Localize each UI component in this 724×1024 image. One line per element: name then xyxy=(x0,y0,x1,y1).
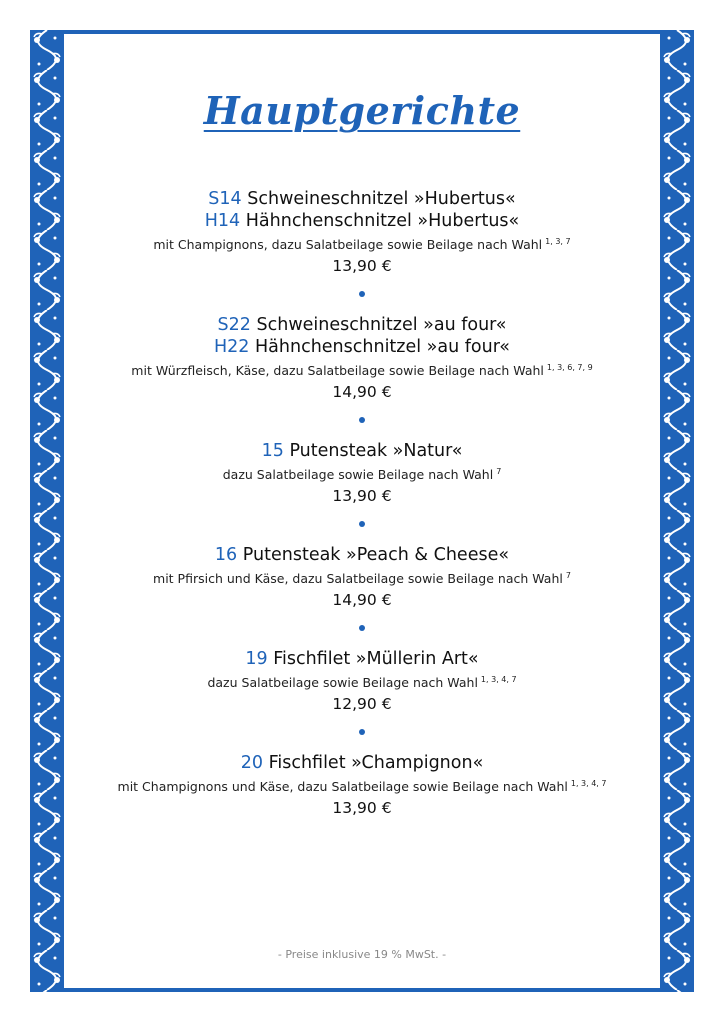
dish-item xyxy=(64,544,660,611)
dish-description xyxy=(64,671,660,692)
separator-dot-icon xyxy=(359,729,365,735)
dish-name: Fischfilet »Müllerin Art« xyxy=(273,649,479,669)
dish-number: H14 xyxy=(204,211,241,231)
dish-description xyxy=(64,359,660,380)
dish-price: 12,90 € xyxy=(332,695,392,713)
dish-item xyxy=(64,752,660,819)
dish-description xyxy=(64,567,660,588)
dish-name: Putensteak »Peach & Cheese« xyxy=(242,545,510,565)
dish-number: S14 xyxy=(208,189,242,209)
dish-item xyxy=(64,440,660,507)
footer-note: - Preise inklusive 19 % MwSt. - xyxy=(277,948,447,961)
page-title xyxy=(64,88,660,133)
dish-number: H22 xyxy=(214,337,250,357)
allergen-codes: 1, 3, 6, 7, 9 xyxy=(546,363,593,372)
dish-number: S22 xyxy=(217,315,251,335)
dish-title xyxy=(64,440,660,462)
dish-item xyxy=(64,314,660,403)
dish-title xyxy=(64,648,660,670)
dish-title xyxy=(64,336,660,358)
dish-price: 13,90 € xyxy=(332,487,392,505)
dish-description-text: mit Würzfleisch, Käse, dazu Salatbeilage sowie Beilage nach Wahl xyxy=(131,363,544,378)
dish-name: Schweineschnitzel »au four« xyxy=(256,315,507,335)
dish-price: 13,90 € xyxy=(332,257,392,275)
frame-left-ornament xyxy=(30,30,64,992)
dish-name: Fischfilet »Champignon« xyxy=(268,753,484,773)
dish-list xyxy=(64,188,660,819)
dish-description xyxy=(64,775,660,796)
dish-item xyxy=(64,648,660,715)
dish-price: 13,90 € xyxy=(332,799,392,817)
separator-dot-icon xyxy=(359,625,365,631)
dish-name: Hähnchenschnitzel »au four« xyxy=(255,337,510,357)
dish-number: 19 xyxy=(245,649,268,669)
dish-description xyxy=(64,233,660,254)
dish-title xyxy=(64,188,660,210)
dish-number: 16 xyxy=(214,545,238,565)
dish-title xyxy=(64,544,660,566)
frame-right-ornament xyxy=(660,30,694,992)
dish-description-text: mit Champignons und Käse, dazu Salatbeilage sowie Beilage nach Wahl xyxy=(117,779,568,794)
allergen-codes: 7 xyxy=(496,467,502,476)
allergen-codes: 1, 3, 4, 7 xyxy=(480,675,517,684)
dish-title xyxy=(64,314,660,336)
dish-description xyxy=(64,463,660,484)
allergen-codes: 7 xyxy=(565,571,571,580)
dish-title xyxy=(64,210,660,232)
separator-dot-icon xyxy=(359,521,365,527)
dish-description-text: dazu Salatbeilage sowie Beilage nach Wahl xyxy=(207,675,478,690)
frame-bottom xyxy=(30,988,694,992)
dish-name: Putensteak »Natur« xyxy=(289,441,463,461)
dish-number: 20 xyxy=(240,753,263,773)
dish-price: 14,90 € xyxy=(332,591,392,609)
separator-dot-icon xyxy=(359,291,365,297)
page-title-text: Hauptgerichte xyxy=(203,88,521,133)
allergen-codes: 1, 3, 4, 7 xyxy=(570,779,607,788)
dish-description-text: mit Champignons, dazu Salatbeilage sowie Beilage nach Wahl xyxy=(153,237,543,252)
dish-description-text: mit Pfirsich und Käse, dazu Salatbeilage sowie Beilage nach Wahl xyxy=(153,571,563,586)
dish-title xyxy=(64,752,660,774)
vine-ornament-icon xyxy=(30,30,64,992)
dish-price: 14,90 € xyxy=(332,383,392,401)
dish-description-text: dazu Salatbeilage sowie Beilage nach Wahl xyxy=(222,467,494,482)
dish-name: Hähnchenschnitzel »Hubertus« xyxy=(245,211,520,231)
dish-name: Schweineschnitzel »Hubertus« xyxy=(247,189,516,209)
separator-dot-icon xyxy=(359,417,365,423)
allergen-codes: 1, 3, 7 xyxy=(545,237,571,246)
dish-number: 15 xyxy=(261,441,284,461)
dish-item xyxy=(64,188,660,277)
vine-ornament-icon xyxy=(660,30,694,992)
